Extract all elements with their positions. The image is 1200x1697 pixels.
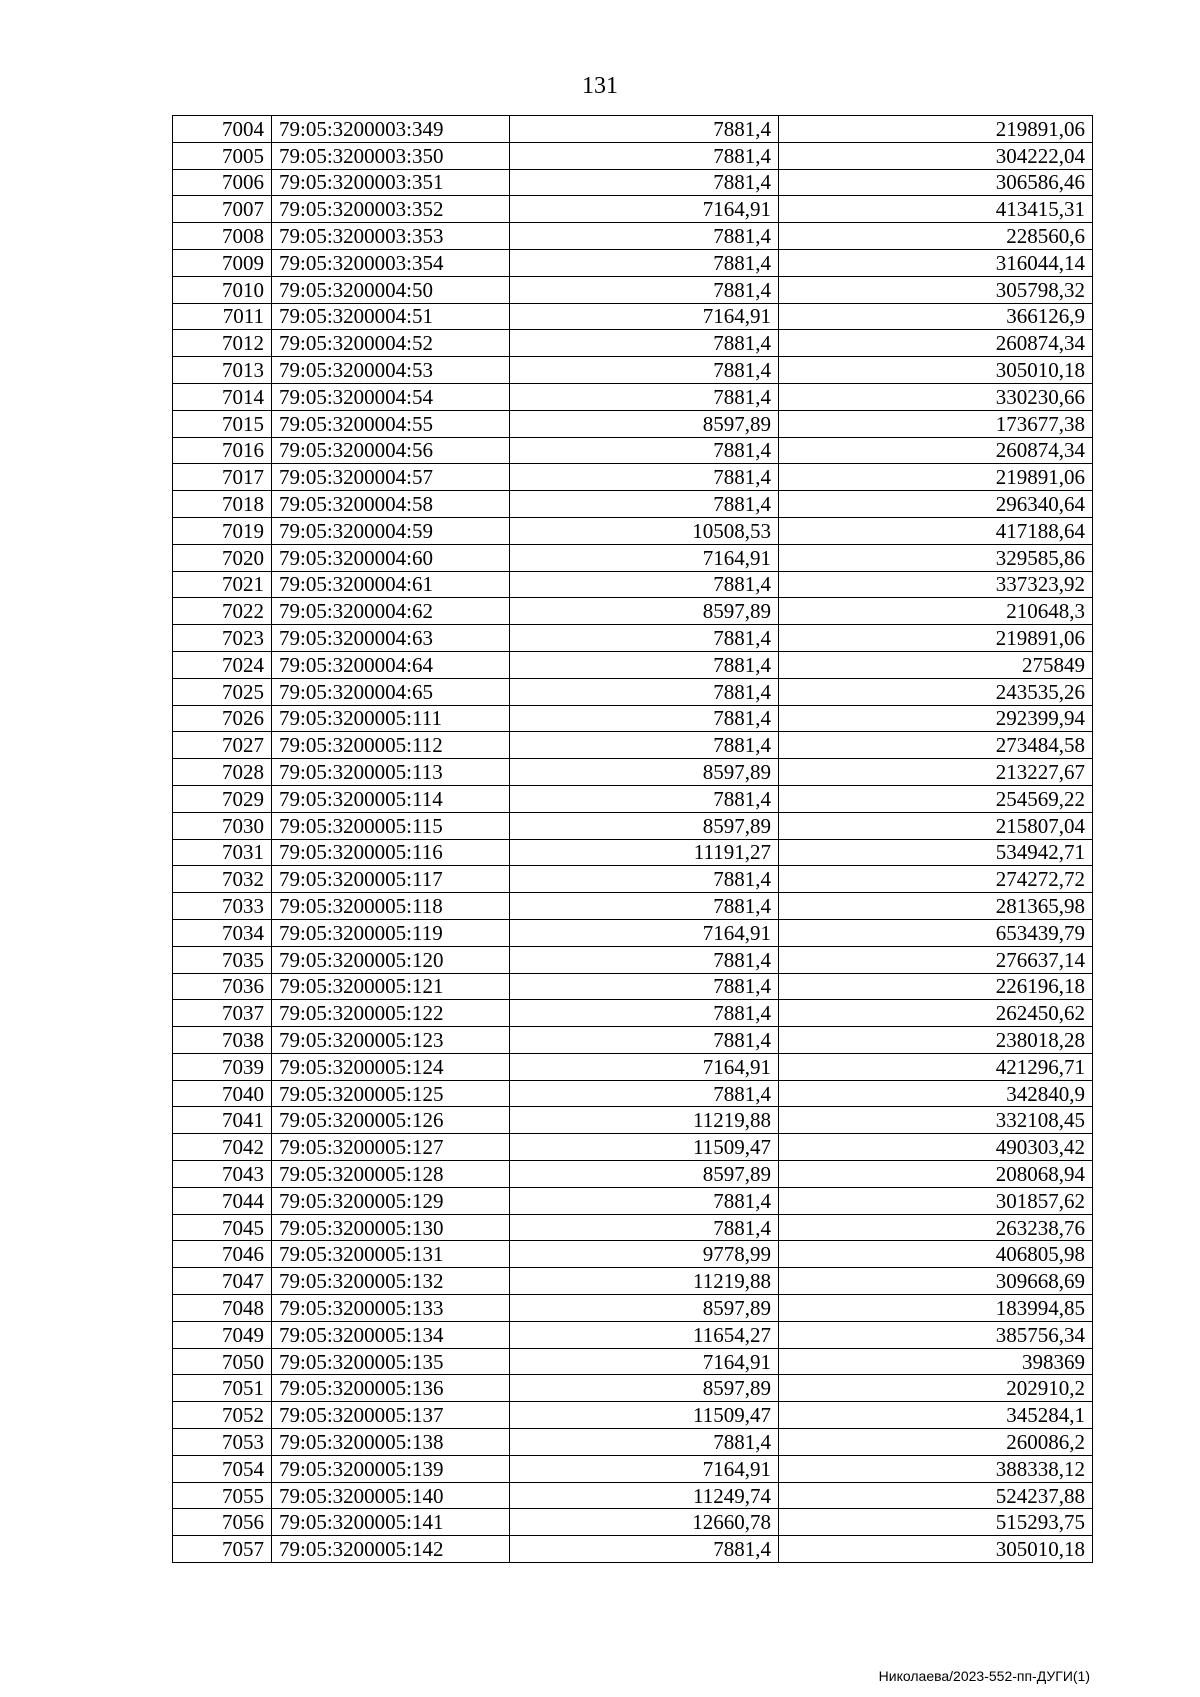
value-cell: 490303,42 [779,1134,1093,1161]
row-number-cell: 7045 [173,1214,272,1241]
row-number-cell: 7054 [173,1455,272,1482]
area-cell: 11249,74 [510,1482,779,1509]
value-cell: 213227,67 [779,759,1093,786]
row-number-cell: 7024 [173,651,272,678]
table-row [173,1053,1093,1080]
cadastral-number-cell: 79:05:3200004:57 [272,464,510,491]
cadastral-number-cell: 79:05:3200004:63 [272,625,510,652]
table-row [173,1000,1093,1027]
value-cell: 388338,12 [779,1455,1093,1482]
area-cell: 7881,4 [510,1027,779,1054]
area-cell: 8597,89 [510,1375,779,1402]
cadastral-number-cell: 79:05:3200005:113 [272,759,510,786]
row-number-cell: 7046 [173,1241,272,1268]
value-cell: 219891,06 [779,625,1093,652]
table-row [173,1134,1093,1161]
value-cell: 306586,46 [779,169,1093,196]
cadastral-number-cell: 79:05:3200004:52 [272,330,510,357]
table-row [173,1536,1093,1563]
table-row [173,678,1093,705]
value-cell: 238018,28 [779,1027,1093,1054]
row-number-cell: 7006 [173,169,272,196]
area-cell: 7164,91 [510,196,779,223]
row-number-cell: 7004 [173,116,272,143]
row-number-cell: 7025 [173,678,272,705]
cadastral-number-cell: 79:05:3200004:59 [272,517,510,544]
cadastral-number-cell: 79:05:3200005:134 [272,1321,510,1348]
cadastral-number-cell: 79:05:3200005:125 [272,1080,510,1107]
value-cell: 183994,85 [779,1295,1093,1322]
registry-table [172,115,1093,1563]
value-cell: 281365,98 [779,893,1093,920]
row-number-cell: 7035 [173,946,272,973]
cadastral-number-cell: 79:05:3200004:54 [272,383,510,410]
table-row [173,1241,1093,1268]
table-row [173,330,1093,357]
value-cell: 534942,71 [779,839,1093,866]
value-cell: 342840,9 [779,1080,1093,1107]
row-number-cell: 7033 [173,893,272,920]
row-number-cell: 7022 [173,598,272,625]
table-row [173,223,1093,250]
row-number-cell: 7008 [173,223,272,250]
table-row [173,893,1093,920]
area-cell: 10508,53 [510,517,779,544]
value-cell: 413415,31 [779,196,1093,223]
row-number-cell: 7042 [173,1134,272,1161]
area-cell: 7881,4 [510,1187,779,1214]
area-cell: 11654,27 [510,1321,779,1348]
area-cell: 7881,4 [510,169,779,196]
cadastral-number-cell: 79:05:3200005:119 [272,919,510,946]
cadastral-number-cell: 79:05:3200005:126 [272,1107,510,1134]
area-cell: 8597,89 [510,410,779,437]
area-cell: 11509,47 [510,1134,779,1161]
table-row [173,1107,1093,1134]
value-cell: 305010,18 [779,357,1093,384]
area-cell: 7881,4 [510,491,779,518]
table-row [173,142,1093,169]
table-row [173,517,1093,544]
table-row [173,1161,1093,1188]
table-row [173,651,1093,678]
row-number-cell: 7010 [173,276,272,303]
cadastral-number-cell: 79:05:3200005:139 [272,1455,510,1482]
table-row [173,759,1093,786]
table-row [173,1295,1093,1322]
page-number: 131 [582,73,618,99]
area-cell: 7164,91 [510,1455,779,1482]
area-cell: 12660,78 [510,1509,779,1536]
cadastral-number-cell: 79:05:3200005:141 [272,1509,510,1536]
cadastral-number-cell: 79:05:3200005:133 [272,1295,510,1322]
cadastral-number-cell: 79:05:3200004:51 [272,303,510,330]
cadastral-number-cell: 79:05:3200004:62 [272,598,510,625]
cadastral-number-cell: 79:05:3200005:142 [272,1536,510,1563]
row-number-cell: 7048 [173,1295,272,1322]
row-number-cell: 7036 [173,973,272,1000]
area-cell: 7881,4 [510,142,779,169]
table-row [173,1348,1093,1375]
value-cell: 219891,06 [779,116,1093,143]
area-cell: 7881,4 [510,973,779,1000]
area-cell: 7881,4 [510,1429,779,1456]
area-cell: 7164,91 [510,919,779,946]
row-number-cell: 7013 [173,357,272,384]
area-cell: 7881,4 [510,116,779,143]
cadastral-number-cell: 79:05:3200005:118 [272,893,510,920]
row-number-cell: 7026 [173,705,272,732]
row-number-cell: 7044 [173,1187,272,1214]
cadastral-number-cell: 79:05:3200005:138 [272,1429,510,1456]
table-row [173,544,1093,571]
table-row [173,1402,1093,1429]
area-cell: 7164,91 [510,544,779,571]
row-number-cell: 7009 [173,249,272,276]
cadastral-number-cell: 79:05:3200005:124 [272,1053,510,1080]
table-row [173,785,1093,812]
table-row [173,383,1093,410]
value-cell: 398369 [779,1348,1093,1375]
row-number-cell: 7018 [173,491,272,518]
value-cell: 296340,64 [779,491,1093,518]
value-cell: 208068,94 [779,1161,1093,1188]
area-cell: 7881,4 [510,705,779,732]
area-cell: 7881,4 [510,1000,779,1027]
value-cell: 330230,66 [779,383,1093,410]
table-row [173,249,1093,276]
row-number-cell: 7056 [173,1509,272,1536]
value-cell: 653439,79 [779,919,1093,946]
cadastral-number-cell: 79:05:3200005:112 [272,732,510,759]
cadastral-number-cell: 79:05:3200005:122 [272,1000,510,1027]
value-cell: 309668,69 [779,1268,1093,1295]
area-cell: 9778,99 [510,1241,779,1268]
table-row [173,276,1093,303]
table-row [173,491,1093,518]
table-row [173,464,1093,491]
table-row [173,1482,1093,1509]
value-cell: 316044,14 [779,249,1093,276]
row-number-cell: 7011 [173,303,272,330]
table-row [173,116,1093,143]
area-cell: 8597,89 [510,1161,779,1188]
cadastral-number-cell: 79:05:3200004:55 [272,410,510,437]
row-number-cell: 7020 [173,544,272,571]
cadastral-number-cell: 79:05:3200005:127 [272,1134,510,1161]
value-cell: 202910,2 [779,1375,1093,1402]
table-row [173,973,1093,1000]
table-row [173,946,1093,973]
row-number-cell: 7051 [173,1375,272,1402]
row-number-cell: 7019 [173,517,272,544]
cadastral-number-cell: 79:05:3200003:349 [272,116,510,143]
table-row [173,169,1093,196]
table-row [173,732,1093,759]
area-cell: 7881,4 [510,625,779,652]
value-cell: 329585,86 [779,544,1093,571]
value-cell: 332108,45 [779,1107,1093,1134]
cadastral-number-cell: 79:05:3200005:120 [272,946,510,973]
row-number-cell: 7053 [173,1429,272,1456]
registry-table-body [173,116,1093,1563]
row-number-cell: 7027 [173,732,272,759]
cadastral-number-cell: 79:05:3200004:56 [272,437,510,464]
value-cell: 262450,62 [779,1000,1093,1027]
value-cell: 417188,64 [779,517,1093,544]
area-cell: 7881,4 [510,437,779,464]
table-row [173,1509,1093,1536]
cadastral-number-cell: 79:05:3200005:117 [272,866,510,893]
area-cell: 7881,4 [510,571,779,598]
cadastral-number-cell: 79:05:3200003:350 [272,142,510,169]
cadastral-number-cell: 79:05:3200004:61 [272,571,510,598]
area-cell: 7164,91 [510,303,779,330]
value-cell: 292399,94 [779,705,1093,732]
row-number-cell: 7017 [173,464,272,491]
row-number-cell: 7016 [173,437,272,464]
table-row [173,1080,1093,1107]
row-number-cell: 7038 [173,1027,272,1054]
table-row [173,1455,1093,1482]
row-number-cell: 7043 [173,1161,272,1188]
row-number-cell: 7031 [173,839,272,866]
area-cell: 11509,47 [510,1402,779,1429]
value-cell: 406805,98 [779,1241,1093,1268]
cadastral-number-cell: 79:05:3200004:53 [272,357,510,384]
table-row [173,1027,1093,1054]
cadastral-number-cell: 79:05:3200005:115 [272,812,510,839]
table-row [173,410,1093,437]
value-cell: 273484,58 [779,732,1093,759]
table-row [173,705,1093,732]
area-cell: 7881,4 [510,866,779,893]
table-row [173,625,1093,652]
row-number-cell: 7055 [173,1482,272,1509]
row-number-cell: 7015 [173,410,272,437]
area-cell: 7881,4 [510,1536,779,1563]
value-cell: 260874,34 [779,330,1093,357]
area-cell: 8597,89 [510,598,779,625]
table-row [173,598,1093,625]
row-number-cell: 7030 [173,812,272,839]
cadastral-number-cell: 79:05:3200005:140 [272,1482,510,1509]
area-cell: 7881,4 [510,785,779,812]
area-cell: 11191,27 [510,839,779,866]
area-cell: 7881,4 [510,249,779,276]
cadastral-number-cell: 79:05:3200005:116 [272,839,510,866]
row-number-cell: 7021 [173,571,272,598]
table-row [173,196,1093,223]
value-cell: 228560,6 [779,223,1093,250]
cadastral-number-cell: 79:05:3200004:50 [272,276,510,303]
area-cell: 7881,4 [510,946,779,973]
area-cell: 7881,4 [510,276,779,303]
area-cell: 7164,91 [510,1053,779,1080]
value-cell: 219891,06 [779,464,1093,491]
value-cell: 226196,18 [779,973,1093,1000]
area-cell: 7881,4 [510,464,779,491]
cadastral-number-cell: 79:05:3200004:64 [272,651,510,678]
cadastral-number-cell: 79:05:3200003:351 [272,169,510,196]
value-cell: 275849 [779,651,1093,678]
cadastral-number-cell: 79:05:3200003:352 [272,196,510,223]
cadastral-number-cell: 79:05:3200004:58 [272,491,510,518]
area-cell: 7881,4 [510,1214,779,1241]
area-cell: 8597,89 [510,759,779,786]
value-cell: 263238,76 [779,1214,1093,1241]
value-cell: 243535,26 [779,678,1093,705]
table-row [173,1268,1093,1295]
table-row [173,1214,1093,1241]
row-number-cell: 7052 [173,1402,272,1429]
row-number-cell: 7041 [173,1107,272,1134]
value-cell: 260086,2 [779,1429,1093,1456]
row-number-cell: 7050 [173,1348,272,1375]
cadastral-number-cell: 79:05:3200005:123 [272,1027,510,1054]
row-number-cell: 7014 [173,383,272,410]
cadastral-number-cell: 79:05:3200005:121 [272,973,510,1000]
area-cell: 7881,4 [510,732,779,759]
document-footer: Николаева/2023-552-пп-ДУГИ(1) [878,1668,1090,1684]
table-row [173,866,1093,893]
row-number-cell: 7037 [173,1000,272,1027]
cadastral-number-cell: 79:05:3200005:132 [272,1268,510,1295]
table-row [173,839,1093,866]
table-row [173,1375,1093,1402]
table-row [173,571,1093,598]
area-cell: 11219,88 [510,1268,779,1295]
row-number-cell: 7034 [173,919,272,946]
value-cell: 260874,34 [779,437,1093,464]
table-row [173,357,1093,384]
area-cell: 7881,4 [510,383,779,410]
row-number-cell: 7047 [173,1268,272,1295]
row-number-cell: 7039 [173,1053,272,1080]
row-number-cell: 7032 [173,866,272,893]
value-cell: 215807,04 [779,812,1093,839]
value-cell: 254569,22 [779,785,1093,812]
cadastral-number-cell: 79:05:3200005:136 [272,1375,510,1402]
row-number-cell: 7029 [173,785,272,812]
cadastral-number-cell: 79:05:3200005:129 [272,1187,510,1214]
value-cell: 274272,72 [779,866,1093,893]
row-number-cell: 7040 [173,1080,272,1107]
value-cell: 515293,75 [779,1509,1093,1536]
value-cell: 305798,32 [779,276,1093,303]
area-cell: 7881,4 [510,357,779,384]
area-cell: 7881,4 [510,893,779,920]
table-row [173,437,1093,464]
cadastral-number-cell: 79:05:3200005:114 [272,785,510,812]
area-cell: 7881,4 [510,330,779,357]
row-number-cell: 7028 [173,759,272,786]
table-row [173,1321,1093,1348]
area-cell: 8597,89 [510,1295,779,1322]
value-cell: 385756,34 [779,1321,1093,1348]
cadastral-number-cell: 79:05:3200004:65 [272,678,510,705]
cadastral-number-cell: 79:05:3200005:128 [272,1161,510,1188]
value-cell: 366126,9 [779,303,1093,330]
value-cell: 305010,18 [779,1536,1093,1563]
value-cell: 337323,92 [779,571,1093,598]
row-number-cell: 7012 [173,330,272,357]
area-cell: 11219,88 [510,1107,779,1134]
value-cell: 210648,3 [779,598,1093,625]
cadastral-number-cell: 79:05:3200005:131 [272,1241,510,1268]
value-cell: 301857,62 [779,1187,1093,1214]
area-cell: 7881,4 [510,1080,779,1107]
value-cell: 173677,38 [779,410,1093,437]
cadastral-number-cell: 79:05:3200005:130 [272,1214,510,1241]
row-number-cell: 7057 [173,1536,272,1563]
value-cell: 421296,71 [779,1053,1093,1080]
cadastral-number-cell: 79:05:3200005:137 [272,1402,510,1429]
row-number-cell: 7007 [173,196,272,223]
value-cell: 524237,88 [779,1482,1093,1509]
value-cell: 276637,14 [779,946,1093,973]
area-cell: 7881,4 [510,678,779,705]
row-number-cell: 7023 [173,625,272,652]
row-number-cell: 7005 [173,142,272,169]
row-number-cell: 7049 [173,1321,272,1348]
cadastral-number-cell: 79:05:3200003:353 [272,223,510,250]
area-cell: 8597,89 [510,812,779,839]
area-cell: 7881,4 [510,651,779,678]
cadastral-number-cell: 79:05:3200003:354 [272,249,510,276]
table-row [173,919,1093,946]
table-row [173,1187,1093,1214]
table-row [173,303,1093,330]
cadastral-number-cell: 79:05:3200005:111 [272,705,510,732]
value-cell: 345284,1 [779,1402,1093,1429]
table-row [173,812,1093,839]
area-cell: 7164,91 [510,1348,779,1375]
value-cell: 304222,04 [779,142,1093,169]
cadastral-number-cell: 79:05:3200004:60 [272,544,510,571]
cadastral-number-cell: 79:05:3200005:135 [272,1348,510,1375]
table-row [173,1429,1093,1456]
area-cell: 7881,4 [510,223,779,250]
